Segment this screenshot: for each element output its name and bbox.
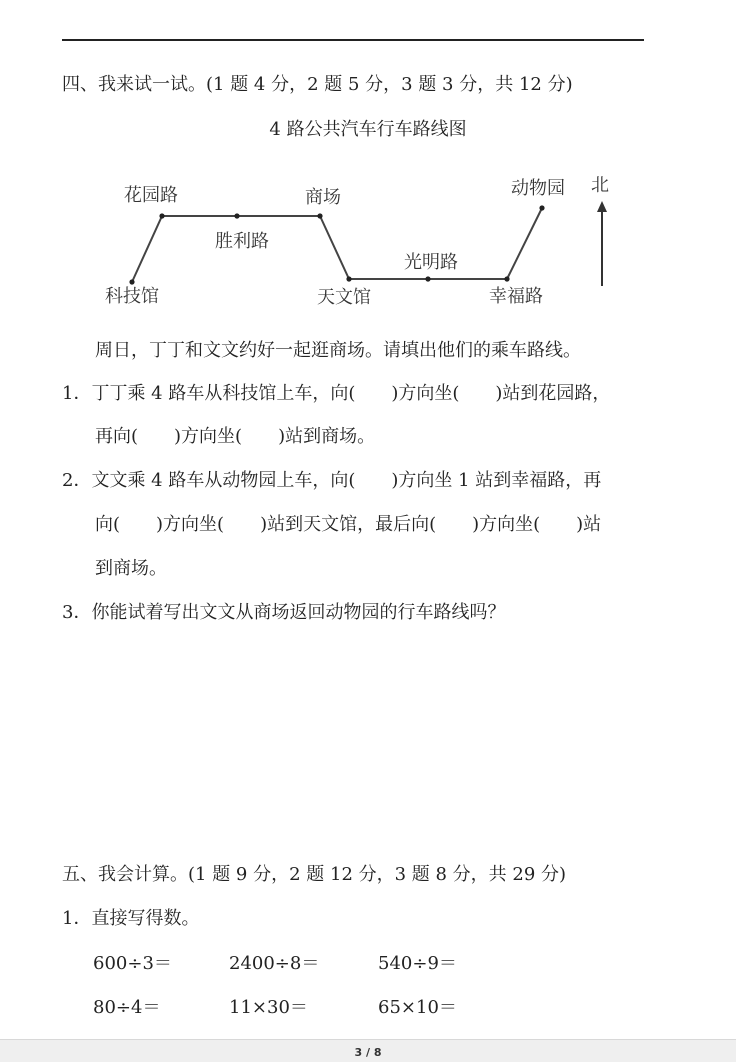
- calc-item: 80÷4＝: [93, 997, 161, 1018]
- stop-label-dongwuyuan: 动物园: [511, 178, 565, 199]
- stop-label-kejiguan: 科技馆: [105, 286, 159, 307]
- stop-dot-tianwenguan: [346, 276, 351, 281]
- north-label: 北: [591, 175, 609, 196]
- question-3: 3．你能试着写出文文从商场返回动物园的行车路线吗？: [62, 602, 506, 623]
- page-number: 3 / 8: [354, 1046, 382, 1059]
- stop-dot-dongwuyuan: [539, 205, 544, 210]
- map-title: 4 路公共汽车行车路线图: [269, 119, 467, 140]
- calc-item: 11×30＝: [229, 997, 308, 1018]
- question-1-line-1: 1．丁丁乘 4 路车从科技馆上车，向( )方向坐( )站到花园路，: [62, 383, 611, 404]
- bus-route-map: [0, 0, 736, 330]
- section-4-title: 四、我来试一试。(1 题 4 分，2 题 5 分，3 题 3 分，共 12 分): [62, 74, 573, 95]
- section-4-intro: 周日，丁丁和文文约好一起逛商场。请填出他们的乘车路线。: [95, 340, 581, 361]
- stop-dot-xingfulu: [504, 276, 509, 281]
- stop-label-huayuanlu: 花园路: [124, 185, 178, 206]
- stop-label-shenglilu: 胜利路: [215, 231, 269, 252]
- stop-label-tianwenguan: 天文馆: [317, 287, 371, 308]
- route-stops: [129, 205, 544, 284]
- section-5-title: 五、我会计算。(1 题 9 分，2 题 12 分，3 题 8 分，共 29 分): [62, 864, 567, 885]
- stop-dot-shenglilu: [234, 213, 239, 218]
- stop-dot-shangchang: [317, 213, 322, 218]
- calc-item: 600÷3＝: [93, 953, 172, 974]
- calc-item: 2400÷8＝: [229, 953, 320, 974]
- route-line: [132, 208, 542, 282]
- question-1-line-2: 再向( )方向坐( )站到商场。: [95, 426, 376, 447]
- stop-dot-guangminglu: [425, 276, 430, 281]
- stop-label-shangchang: 商场: [305, 187, 341, 208]
- question-2-line-2: 向( )方向坐( )站到天文馆，最后向( )方向坐( )站: [95, 514, 602, 535]
- stop-label-guangminglu: 光明路: [404, 252, 458, 273]
- calc-item: 540÷9＝: [378, 953, 457, 974]
- stop-dot-huayuanlu: [159, 213, 164, 218]
- question-2-line-1: 2．文文乘 4 路车从动物园上车，向( )方向坐 1 站到幸福路，再: [62, 470, 602, 491]
- calc-item: 65×10＝: [378, 997, 457, 1018]
- stop-dot-kejiguan: [129, 279, 134, 284]
- question-2-line-3: 到商场。: [95, 558, 167, 579]
- stop-label-xingfulu: 幸福路: [489, 286, 543, 307]
- north-arrowhead-icon: [597, 201, 607, 212]
- section-5-question-1: 1．直接写得数。: [62, 908, 200, 929]
